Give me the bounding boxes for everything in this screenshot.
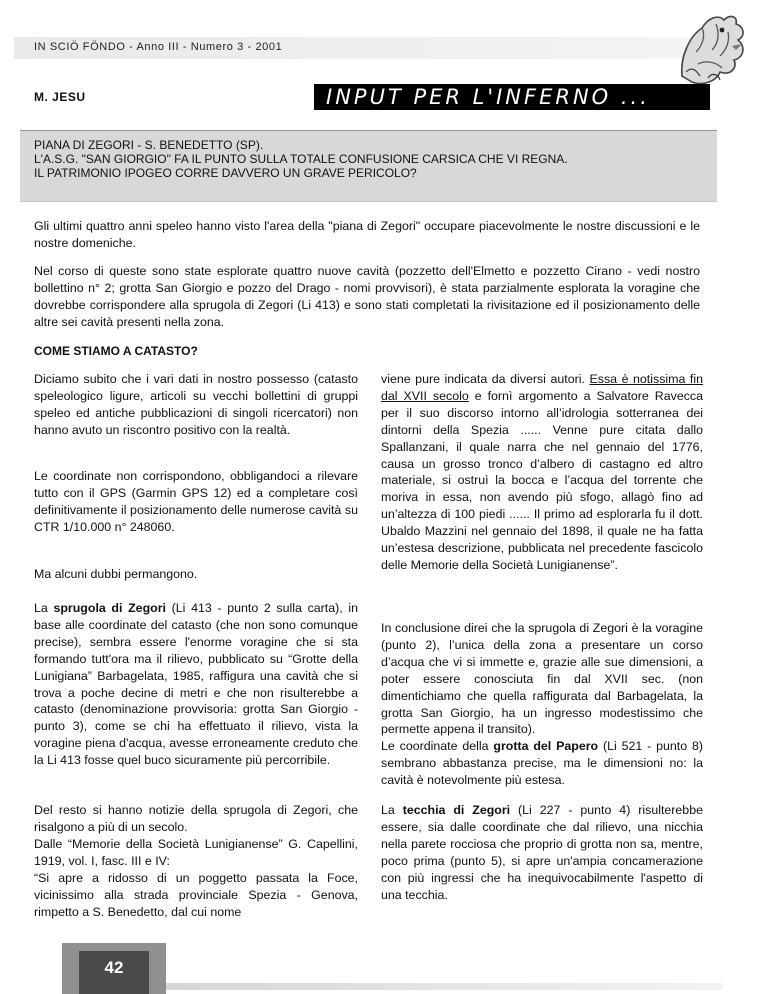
right-p3-text-a: Le coordinate della: [381, 739, 494, 753]
intro-paragraph-2: Nel corso di queste sono state esplorate quattro nuove cavità (pozzetto dell'Elmetto e pozzetto Cirano - vedi nostro bollettino n° 2; grotta San Giorgio e pozzo del Drago - nomi provvisori), è stata parzialmente esplorata la voragine che dovrebbe corrispondere alla sprugola di Zegori (Li 413) e sono stati completati la rivisitazione ed il posizionamento delle altre sei cavità presenti nella zona.: [34, 264, 700, 329]
right-p4-text-a: La: [381, 803, 403, 817]
author-name: M. JESU: [34, 90, 86, 104]
article-title-banner: INPUT PER L'INFERNO ...: [314, 84, 710, 110]
right-paragraph-4: [381, 802, 703, 903]
left-paragraph-4: [34, 600, 358, 769]
left-p4-text-b: (Li 413 - punto 2 sulla carta), in base alle coordinate del catasto (che non sono comunque precise), sembra essere l'enorme voragine che si sta formando tutt'ora ma il rilievo, pubblicato su “Grotte della Lunigiana” Barbagelata, 1985, raffigura una cavità che si trova a poche decine di metri e che non risulterebbe a catasto (denominazione provvisoria: grotta San Giorgio - punto 3), come se chi ha effettuato il rilievo, vista la voragine piena d'acqua, avesse erroneamente creduto che la Li 413 fosse quel buco sicuramente più percorribile.: [34, 601, 358, 768]
left-paragraph-5: Del resto si hanno notizie della sprugola di Zegori, che risalgono a più di un secolo.: [34, 803, 358, 834]
page-number: 42: [79, 951, 149, 994]
left-paragraph-2: Le coordinate non corrispondono, obbligandoci a rilevare tutto con il GPS (Garmin GPS 12) ed a completare così definitivamente il posizionamento delle numerose cavità su CTR 1/10.000 n° 248060.: [34, 469, 358, 534]
right-p3-text-b: (Li 521 - punto 8) sembrano abbastanza precise, ma le dimensioni no: la cavità è notevolmente più estesa.: [381, 739, 703, 787]
right-p4-text-b: (Li 227 - punto 4) risulterebbe essere, sia dalle coordinate che dal rilievo, una nicchia nella parete rocciosa che proprio di grotta non sa, mentre, poco prima (punto 5), si apre un'ampia concamerazione con più ingressi che ha inequivocabilmente l'aspetto di una tecchia.: [381, 803, 703, 902]
journal-header: IN SCIÖ FÖNDO - Anno III - Numero 3 - 2001: [34, 41, 283, 53]
headline-line-1: PIANA DI ZEGORI - S. BENEDETTO (SP).: [34, 138, 264, 152]
right-p1-text-b: e fornì argomento a Salvatore Ravecca per il suo discorso intorno all’idrologia sotterranea dei dintorni della Spezia ...... Venne pure citata dallo Spallanzani, il quale narra che nel gennaio del 1776, causa un grosso tronco d’albero di castagno ed altro materiale, si ostruì la bocca e l’acqua del torrente che moriva in essa, non avendo più sfogo, allagò fino ad un’altezza di 100 piedi ...... Il primo ad esplorarla fu il dott. Ubaldo Mazzini nel gennaio del 1898, il quale ne ha fatta un’estesa descrizione, pubblicata nel precedente fascicolo delle Memorie della Società Lunigianense”.: [381, 388, 703, 572]
underlined-phrase: Essa è notissima fin dal XVII secolo: [381, 372, 704, 403]
sea-dragon-logo-icon: [672, 6, 754, 90]
left-paragraph-6: Dalle “Memorie della Società Lunigianense” G. Capellini, 1919, vol. I, fasc. III e IV:: [34, 837, 358, 868]
sprugola-di-zegori-term: sprugola di Zegori: [53, 601, 166, 615]
intro-paragraph-1: Gli ultimi quattro anni speleo hanno visto l'area della "piana di Zegori" occupare piacevolmente le nostre discussioni e le nostre domeniche.: [34, 219, 700, 250]
right-paragraph-3: [381, 738, 703, 789]
right-paragraph-1: [381, 371, 703, 574]
right-paragraph-2: In conclusione direi che la sprugola di Zegori è la voragine (punto 2), l’unica della zona a presentare un corso d’acqua che vi si immette e, grazie alle sue dimensioni, a poter essere conosciuta fin dal XVII sec. (non dimentichiamo che quella raffigurata dal Barbagelata, la grotta San Giorgio, ha un ingresso modestissimo che permette appena il transito).: [381, 621, 703, 737]
left-paragraph-3: Ma alcuni dubbi permangono.: [34, 567, 198, 581]
left-p4-text-a: La: [34, 601, 54, 615]
left-paragraph-1: Diciamo subito che i vari dati in nostro possesso (catasto speleologico ligure, articoli su vecchi bollettini di gruppi speleo ed antiche pubblicazioni di singoli ricercatori) non hanno avuto un riscontro positivo con la realtà.: [34, 372, 358, 437]
right-p1-text-a: viene pure indicata da diversi autori.: [381, 372, 590, 386]
headline-line-2: L'A.S.G. "SAN GIORGIO" FA IL PUNTO SULLA TOTALE CONFUSIONE CARSICA CHE VI REGNA.: [34, 152, 568, 166]
grotta-del-papero-term: grotta del Papero: [493, 739, 599, 753]
left-paragraph-7: “Si apre a ridosso di un poggetto passata la Foce, vicinissimo alla strada provinciale Spezia - Genova, rimpetto a S. Benedetto, dal cui nome: [34, 871, 358, 919]
section-title: COME STIAMO A CATASTO?: [34, 344, 198, 358]
headline-line-3: IL PATRIMONIO IPOGEO CORRE DAVVERO UN GRAVE PERICOLO?: [34, 166, 417, 180]
tecchia-di-zegori-term: tecchia di Zegori: [402, 803, 511, 817]
